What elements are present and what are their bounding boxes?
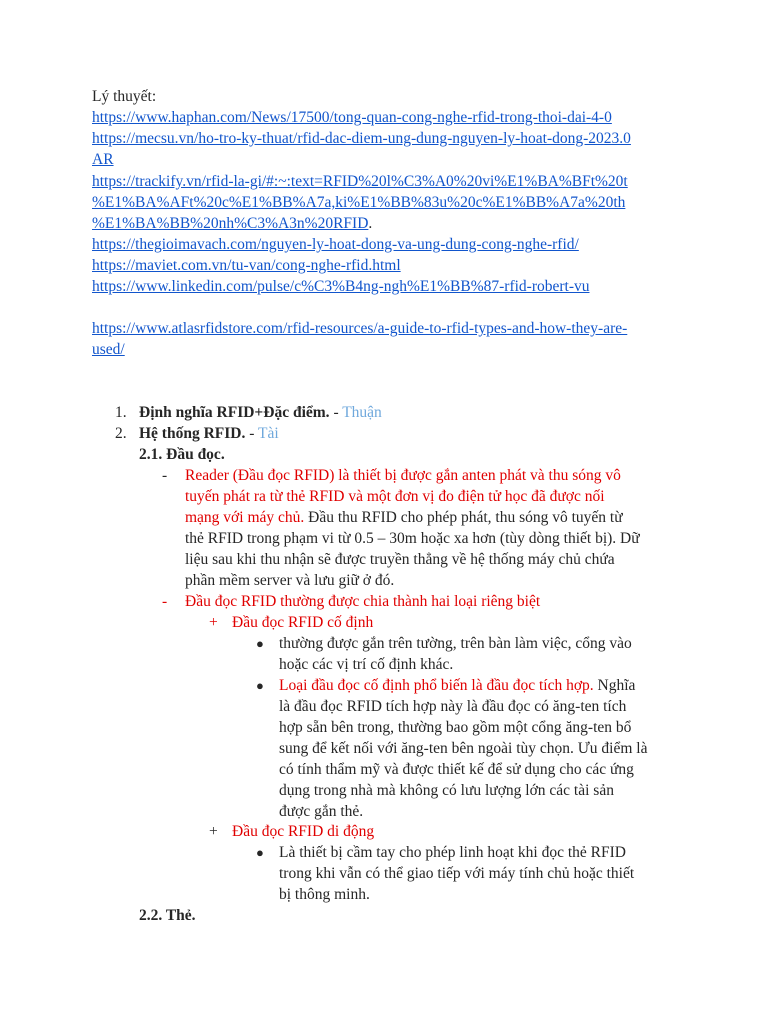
p1-line-3 — [185, 507, 623, 528]
fixed-b2-line-1 — [279, 675, 635, 696]
dot-bullet-fixed-2: ● — [256, 678, 264, 693]
p1-black-line-1: thẻ RFID trong phạm vi từ 0.5 – 30m hoặc xa hơn (tùy dòng thiết bị). Dữ — [185, 530, 640, 547]
fixed-b2-tail: Nghĩa — [593, 677, 636, 694]
link-mecsu-cont[interactable]: AR — [92, 151, 114, 168]
section-1-owner: Thuận — [342, 404, 382, 421]
link-trackify-line3 — [92, 213, 372, 234]
fixed-b1-line-1: thường được gắn trên tường, trên bàn làm việc, cổng vào — [279, 635, 632, 652]
link-mecsu[interactable]: https://mecsu.vn/ho-tro-ky-thuat/rfid-dac-diem-ung-dung-nguyen-ly-hoat-dong-2023.0 — [92, 130, 631, 147]
link-trailing-period: . — [368, 215, 373, 232]
subheading-2-2: 2.2. Thẻ. — [139, 907, 196, 924]
fixed-b2-line-7: được gắn thẻ. — [279, 803, 364, 820]
section-1 — [139, 402, 382, 423]
section-1-number: 1. — [115, 404, 127, 421]
dash-bullet-1: - — [162, 467, 168, 484]
section-2-number: 2. — [115, 425, 127, 442]
p1-red-line-1: Reader (Đầu đọc RFID) là thiết bị được gắn anten phát và thu sóng vô — [185, 467, 621, 484]
link-trackify-cont2[interactable]: %E1%BA%BB%20nh%C3%A3n%20RFID — [92, 215, 369, 232]
fixed-b1-line-2: hoặc các vị trí cố định khác. — [279, 656, 454, 673]
link-linkedin[interactable]: https://www.linkedin.com/pulse/c%C3%B4ng-ngh%E1%BB%87-rfid-robert-vu — [92, 278, 590, 295]
p1-black-tail: Đầu thu RFID cho phép phát, thu sóng vô tuyến từ — [304, 509, 623, 526]
section-2-owner: Tài — [258, 425, 279, 442]
fixed-b2-red: Loại đầu đọc cố định phổ biến là đầu đọc tích hợp. — [279, 677, 594, 694]
subheading-2-1: 2.1. Đầu đọc. — [139, 446, 225, 463]
p1-red-line-3: mạng với máy chủ. — [185, 509, 305, 526]
p1-black-line-3: phần mềm server và lưu giữ ở đó. — [185, 572, 395, 589]
theory-label: Lý thuyết: — [92, 88, 157, 105]
dot-bullet-fixed-1: ● — [256, 636, 264, 651]
mobile-b1-line-3: bị thông minh. — [279, 886, 370, 903]
link-thegioimavach[interactable]: https://thegioimavach.com/nguyen-ly-hoat-dong-va-ung-dung-cong-nghe-rfid/ — [92, 236, 579, 253]
section-2 — [139, 423, 279, 444]
link-atlasrfid-cont[interactable]: used/ — [92, 341, 125, 358]
link-maviet[interactable]: https://maviet.com.vn/tu-van/cong-nghe-rfid.html — [92, 257, 401, 274]
plus-bullet-mobile: + — [209, 823, 218, 840]
section-2-separator: - — [245, 425, 258, 442]
fixed-b2-line-6: dụng trong nhà mà không có lưu lượng lớn các tài sản — [279, 782, 614, 799]
fixed-b2-line-3: hợp sẵn bên trong, thường bao gồm một cổng ăng-ten bổ — [279, 719, 632, 736]
link-trackify-cont1[interactable]: %E1%BA%AFt%20c%E1%BB%A7a,ki%E1%BB%83u%20c%E1%BB%A7a%20th — [92, 194, 626, 211]
p1-black-line-2: liệu sau khi thu nhận sẽ được truyền thẳng về hệ thống máy chủ chứa — [185, 551, 615, 568]
section-1-title: Định nghĩa RFID+Đặc điểm. — [139, 404, 330, 421]
link-haphan[interactable]: https://www.haphan.com/News/17500/tong-quan-cong-nghe-rfid-trong-thoi-dai-4-0 — [92, 109, 612, 126]
section-1-separator: - — [329, 404, 343, 421]
p1-red-line-2: tuyến phát ra từ thẻ RFID và một đơn vị đo điện tử học đã được nối — [185, 488, 605, 505]
link-trackify[interactable]: https://trackify.vn/rfid-la-gi/#:~:text=RFID%20l%C3%A0%20vi%E1%BA%BFt%20t — [92, 173, 628, 190]
dash-bullet-2: - — [162, 593, 168, 610]
plus-bullet-fixed: + — [209, 614, 218, 631]
mobile-b1-line-2: trong khi vẫn có thể giao tiếp với máy tính chủ hoặc thiết — [279, 865, 635, 882]
fixed-b2-line-4: sung để kết nối với ăng-ten bên ngoài tùy chọn. Ưu điểm là — [279, 740, 648, 757]
link-atlasrfid[interactable]: https://www.atlasrfidstore.com/rfid-resources/a-guide-to-rfid-types-and-how-they-are- — [92, 320, 628, 337]
fixed-b2-line-5: có tính thẩm mỹ và được thiết kế để sử dụng cho các ứng — [279, 761, 634, 778]
section-2-title: Hệ thống RFID. — [139, 425, 246, 442]
fixed-reader-title: Đầu đọc RFID cố định — [232, 614, 374, 631]
p2-text: Đầu đọc RFID thường được chia thành hai loại riêng biệt — [185, 593, 541, 610]
mobile-b1-line-1: Là thiết bị cầm tay cho phép linh hoạt khi đọc thẻ RFID — [279, 844, 626, 861]
mobile-reader-title: Đầu đọc RFID di động — [232, 823, 375, 840]
fixed-b2-line-2: là đầu đọc RFID tích hợp này là đầu đọc có ăng-ten tích — [279, 698, 627, 715]
dot-bullet-mobile-1: ● — [256, 845, 264, 860]
